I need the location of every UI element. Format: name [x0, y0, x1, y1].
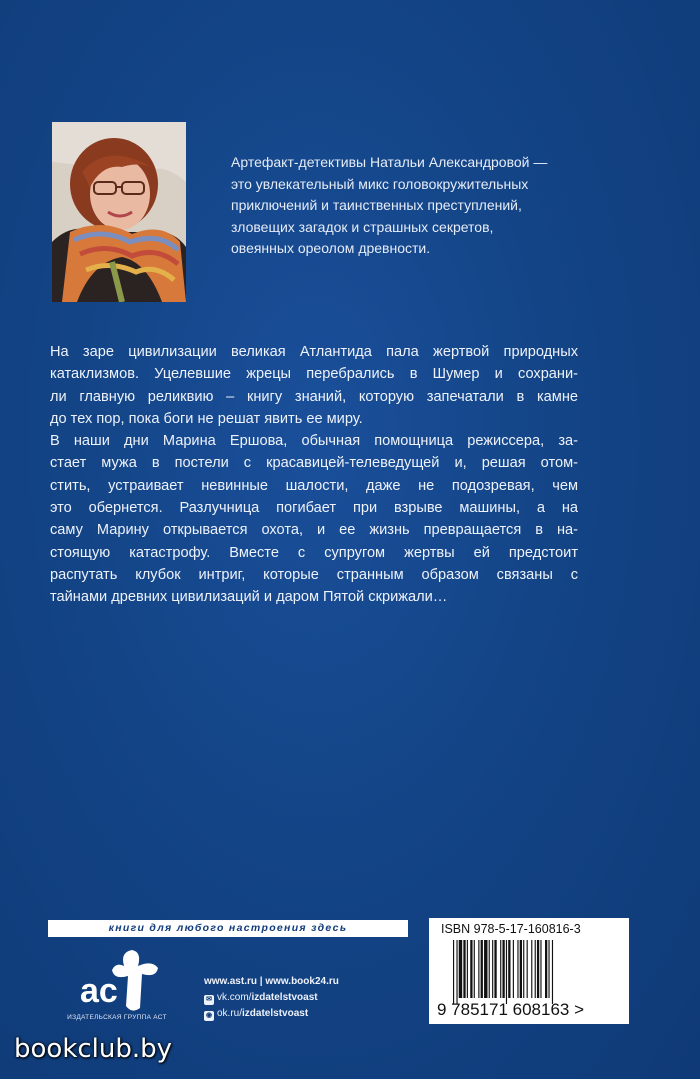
- barcode-bar: [459, 940, 462, 998]
- annotation-line: На заре цивилизации великая Атлантида пала жертвой природных: [50, 344, 578, 360]
- barcode-bar: [540, 940, 541, 998]
- ok-link[interactable]: [204, 1006, 339, 1022]
- blurb-line: зловещих загадок и страшных секретов,: [231, 218, 494, 235]
- vk-prefix: vk.com/: [217, 992, 252, 1003]
- barcode-bar: [545, 940, 547, 998]
- annotation-line: стить, устраивает невинные шалости, даже не подозревая, чем: [50, 477, 578, 494]
- ok-handle: izdatelstvoast: [242, 1008, 309, 1019]
- isbn-barcode: [429, 918, 629, 1024]
- isbn-number: ISBN 978-5-17-160816-3: [441, 922, 581, 936]
- barcode-bar: [470, 940, 472, 998]
- annotation-line: стает мужа в постели с красавицей-телеведущей и, решая отом-: [50, 455, 578, 472]
- publisher-tagline: книги для любого настроения здесь: [48, 920, 408, 937]
- barcode-bar: [517, 940, 518, 998]
- ok-icon: ◉: [205, 1012, 213, 1019]
- ast-logo-text: ас: [80, 972, 118, 1010]
- barcode-bar: [548, 940, 549, 998]
- book-annotation: [50, 341, 578, 609]
- barcode-bar: [506, 940, 507, 1004]
- vk-handle: izdatelstvoast: [251, 992, 318, 1003]
- barcode-bar: [508, 940, 510, 998]
- barcode-bar: [552, 940, 553, 1004]
- barcode-bar: [474, 940, 475, 998]
- ok-prefix: ok.ru/: [217, 1008, 243, 1019]
- blurb-line: овеянных ореолом древности.: [231, 240, 431, 256]
- barcode-bar: [500, 940, 501, 998]
- barcode-bar: [535, 940, 536, 998]
- author-blurb: [231, 152, 651, 260]
- barcode-bar: [492, 940, 493, 998]
- blurb-line: приключений и таинственных преступлений,: [231, 197, 522, 213]
- barcode-bar: [484, 940, 487, 998]
- annotation-line: распутать клубок интриг, которые странным образом связаны с: [50, 566, 578, 583]
- watermark: bookclub.by: [14, 1034, 173, 1064]
- annotation-line: ли главную реликвию – книгу знаний, которую запечатали в камне: [50, 388, 578, 405]
- barcode-bar: [513, 940, 514, 998]
- annotation-line: тайнами древних цивилизаций и даром Пятой скрижали…: [50, 589, 448, 606]
- barcode-bar: [467, 940, 468, 998]
- barcode-bar: [520, 940, 522, 998]
- barcode-bar: [478, 940, 479, 998]
- barcode-digits: 9 785171 608163 >: [437, 1000, 585, 1019]
- barcode-bar: [537, 940, 539, 998]
- barcode-bar: [463, 940, 465, 998]
- annotation-line: это обернется. Разлучница погибает при взрыве машины, а на: [50, 500, 578, 517]
- annotation-line: стоящую катастрофу. Вместе с супругом жертвы ей предстоит: [50, 544, 578, 561]
- author-photo: [52, 122, 186, 302]
- annotation-line: саму Марину открывается охота, и ее жизнь превращается в на-: [50, 522, 578, 539]
- barcode-bar: [527, 940, 528, 998]
- vk-link[interactable]: [204, 990, 339, 1006]
- barcode-bar: [456, 940, 457, 1004]
- barcode-bar: [502, 940, 504, 998]
- website-links[interactable]: www.ast.ru | www.book24.ru: [204, 976, 339, 987]
- barcode-bar: [489, 940, 490, 998]
- barcode-bar: [453, 940, 454, 1004]
- barcode-bar: [531, 940, 532, 998]
- barcode-bar: [481, 940, 483, 998]
- vk-icon: ✉: [204, 995, 214, 1005]
- annotation-line: до тех пор, пока боги не решат явить ее миру.: [50, 410, 363, 427]
- publisher-links: [204, 974, 339, 1022]
- annotation-line: В наши дни Марина Ершова, обычная помощница режиссера, за-: [50, 433, 578, 450]
- ast-logo: [62, 944, 172, 1024]
- publisher-caption: ИЗДАТЕЛЬСКАЯ ГРУППА АСТ: [67, 1014, 167, 1021]
- blurb-line: это увлекательный микс головокружительных: [231, 175, 529, 192]
- barcode-bar: [494, 940, 496, 998]
- blurb-line: Артефакт-детективы Натальи Александровой —: [231, 154, 548, 170]
- annotation-line: катаклизмов. Уцелевшие жрецы перебрались в Шумер и сохрани-: [50, 366, 578, 383]
- barcode-bar: [523, 940, 524, 998]
